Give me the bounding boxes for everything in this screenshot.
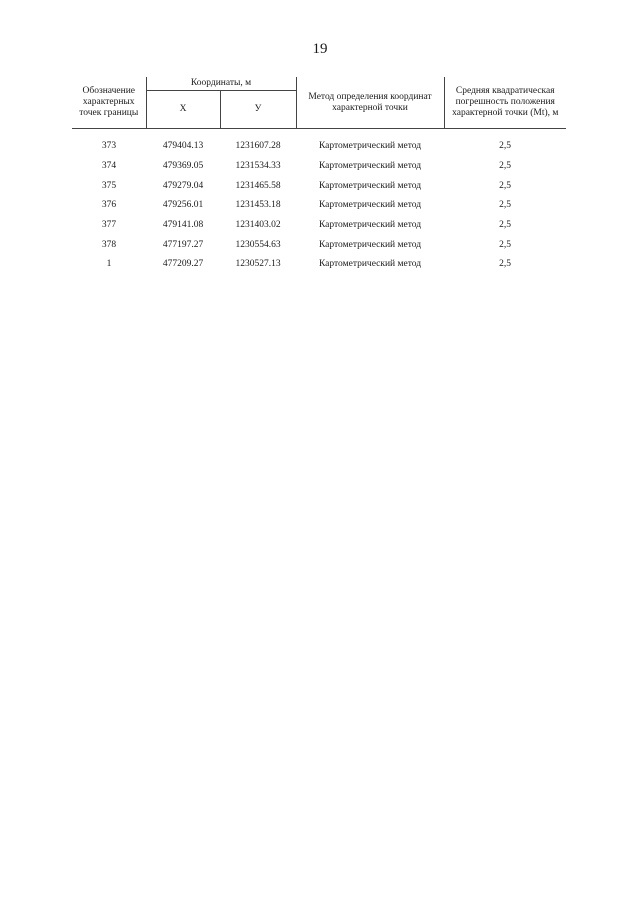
- cell-method: Картометрический метод: [318, 180, 422, 191]
- cell-x: 477209.27: [162, 259, 204, 270]
- cell-x: 479256.01: [162, 200, 204, 211]
- cell-y: 1231534.33: [235, 161, 281, 172]
- cell-x: 479369.05: [162, 161, 204, 172]
- cell-y: 1231465.58: [235, 180, 281, 191]
- table-row: [72, 255, 566, 275]
- cell-y: 1230554.63: [235, 239, 281, 250]
- header-coordinates: Координаты, м: [146, 77, 296, 91]
- cell-method: Картометрический метод: [318, 259, 422, 270]
- cell-x: 479404.13: [162, 141, 204, 152]
- table-row: [72, 196, 566, 216]
- table-row: [72, 176, 566, 196]
- table-row: [72, 235, 566, 255]
- table-row: [72, 129, 566, 157]
- cell-point: 375: [101, 180, 117, 191]
- cell-x: 479279.04: [162, 180, 204, 191]
- cell-method: Картометрический метод: [318, 220, 422, 231]
- table-row: [72, 157, 566, 177]
- cell-x: 479141.08: [162, 220, 204, 231]
- page-number: 19: [312, 41, 328, 57]
- header-coordinate-y: У: [220, 91, 296, 129]
- cell-point: 374: [101, 161, 117, 172]
- cell-point: 376: [101, 200, 117, 211]
- cell-error: 2,5: [499, 180, 511, 191]
- cell-y: 1230527.13: [235, 259, 281, 270]
- cell-error: 2,5: [499, 141, 511, 152]
- table-header: [72, 77, 566, 129]
- cell-error: 2,5: [499, 220, 511, 231]
- cell-error: 2,5: [499, 259, 511, 270]
- cell-error: 2,5: [499, 200, 511, 211]
- table-body: [72, 129, 566, 275]
- table-row: [72, 216, 566, 236]
- cell-method: Картометрический метод: [318, 200, 422, 211]
- cell-method: Картометрический метод: [318, 141, 422, 152]
- cell-y: 1231403.02: [235, 220, 281, 231]
- cell-point: 378: [101, 239, 117, 250]
- header-method: Метод определения координат характерной точки: [296, 77, 444, 129]
- cell-point: 373: [101, 141, 117, 152]
- cell-x: 477197.27: [162, 239, 204, 250]
- cell-y: 1231607.28: [235, 141, 281, 152]
- cell-error: 2,5: [499, 161, 511, 172]
- cell-error: 2,5: [499, 239, 511, 250]
- cell-y: 1231453.18: [235, 200, 281, 211]
- header-mean-square-error: Средняя квадратическая погрешность положения характерной точки (Mt), м: [444, 77, 566, 129]
- header-point-designation: Обозначение характерных точек границы: [72, 77, 146, 129]
- header-coordinate-x: X: [146, 91, 220, 129]
- cell-point: 1: [106, 259, 112, 270]
- cell-method: Картометрический метод: [318, 161, 422, 172]
- cell-point: 377: [101, 220, 117, 231]
- coordinates-table: [72, 77, 566, 275]
- cell-method: Картометрический метод: [318, 239, 422, 250]
